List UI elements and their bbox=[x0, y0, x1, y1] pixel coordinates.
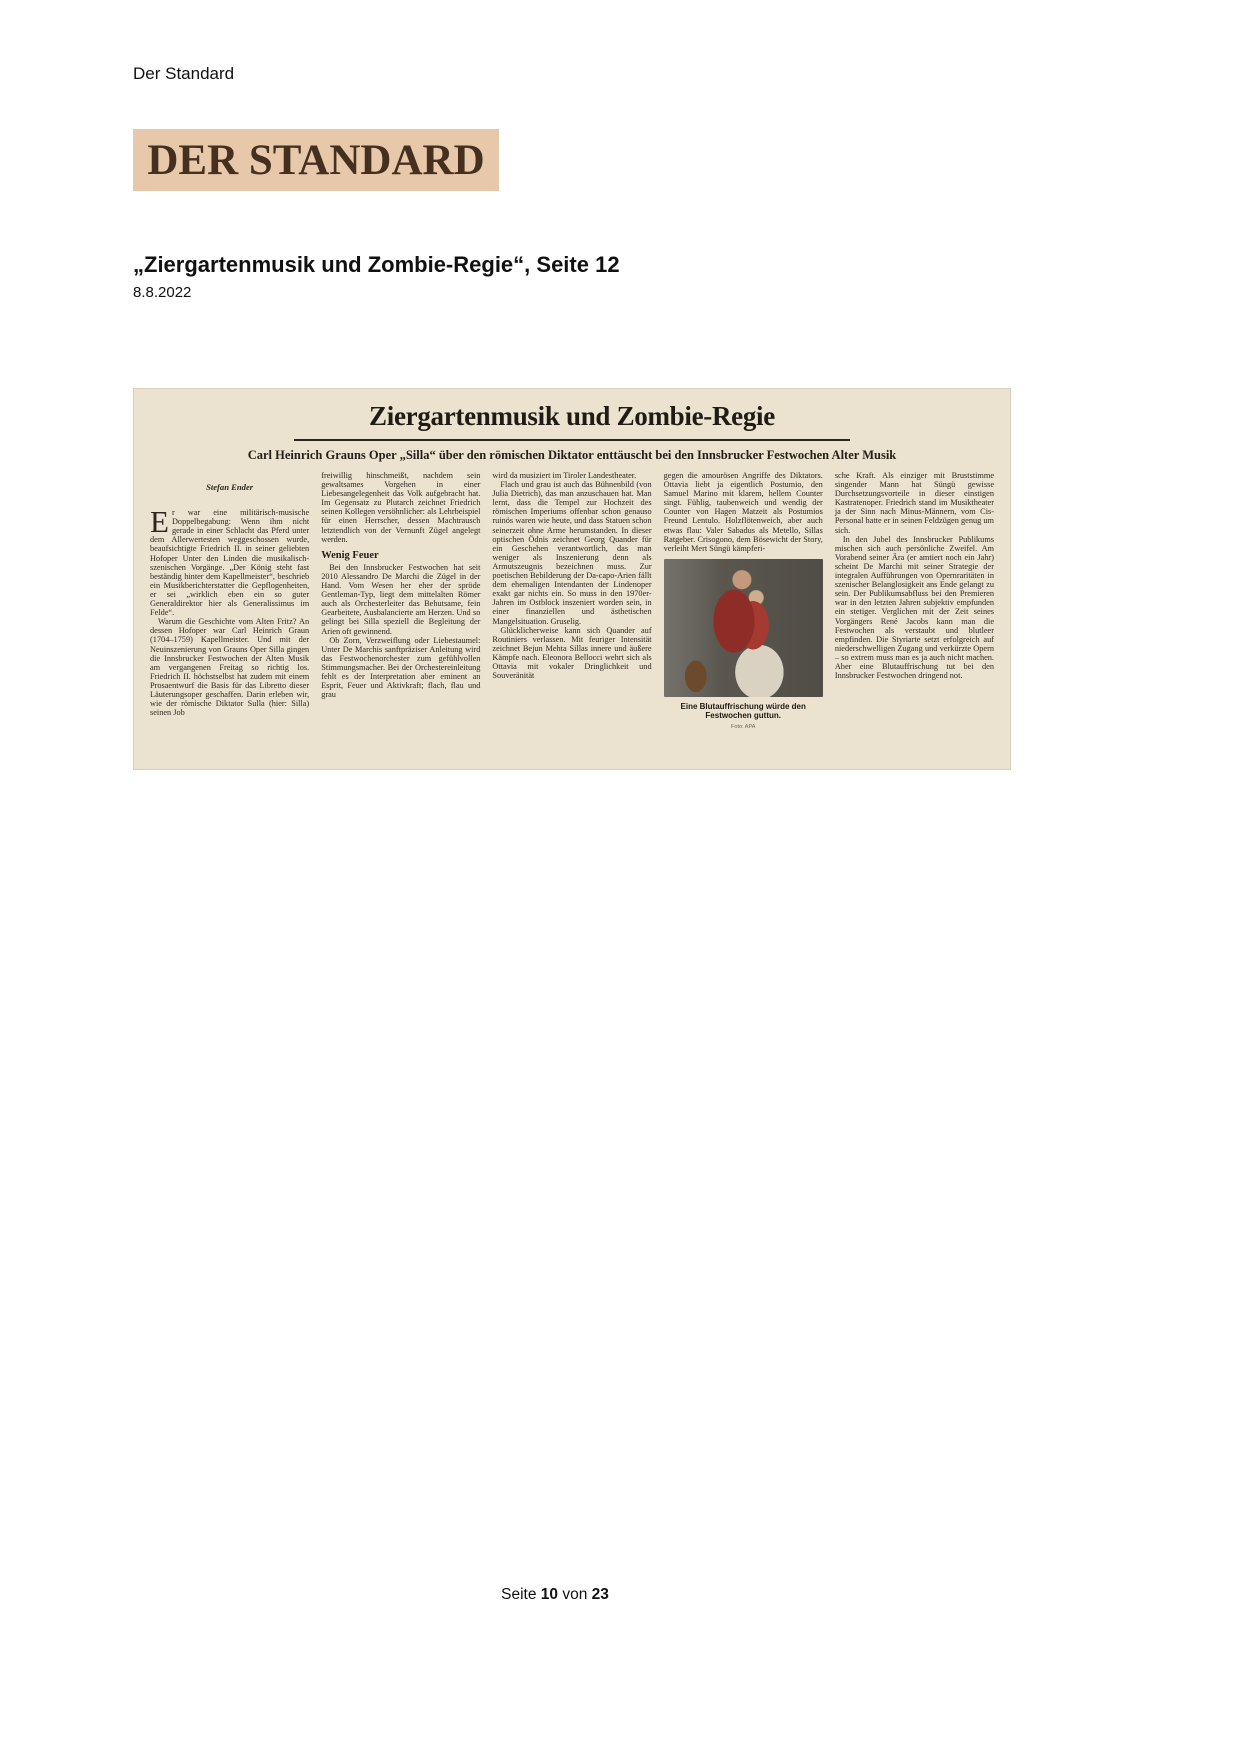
body-paragraph: Flach und grau ist auch das Bühnenbild (von Julia Dietrich), das man anzuschauen hat. Man lernt, dass die Tempel zur Hochzeit des römischen Imperiums offenbar schon genauso ruinös waren wie heute, und dass Statuen schon seinerzeit ohne Arme herumstanden. In dieser optischen Ödnis zeichnet Georg Quander für ein Geschehen verantwortlich, das man weniger als Inszenierung denn als Armutszeugnis bezeichnen muss. Zur poetischen Bebilderung der Da-capo-Arien fällt dem ehemaligen Intendanten der Lindenoper exakt gar nichts ein. So muss in den 1970er-Jahren im Ostblock inszeniert worden sein, in einer finanziellen und ästhetischen Mangelsituation. Gruselig. bbox=[492, 480, 652, 626]
body-paragraph: sche Kraft. Als einziger mit Bruststimme singender Mann hat Süngü gewisse Durchsetzungsvorteile in dieser einstigen Kastratenoper. Friedrich stand im Musiktheater ja der Sinn nach Minus-Männern, vom Cis-Personal hatte er in seinen Feldzügen genug um sich. bbox=[834, 471, 995, 535]
newspaper-clipping bbox=[133, 388, 1011, 770]
headline-rule bbox=[294, 439, 850, 441]
body-paragraph: wird da musiziert im Tiroler Landestheater. bbox=[492, 471, 637, 480]
photo-credit: Foto: APA bbox=[731, 723, 756, 730]
body-paragraph: freiwillig hinschmeißt, nachdem sein gewaltsames Vorgehen in einer Liebesangelegenheit das Volk aufgebracht hat. Im Gegensatz zu Plutarch zeichnet Friedrich seinen Kollegen versöhnlicher: als Lehrbeispiel für einen Herrscher, dessen Machtrausch letztendlich von der Vernunft Zügel angelegt werden. bbox=[321, 471, 481, 544]
page-footer bbox=[0, 1586, 1110, 1604]
clipping-headline: Ziergartenmusik und Zombie-Regie bbox=[369, 401, 775, 431]
article-column-3 bbox=[492, 471, 651, 769]
article-column-4 bbox=[664, 471, 823, 769]
article-columns bbox=[150, 471, 994, 769]
footer-current-page: 10 bbox=[540, 1586, 559, 1603]
photo-caption: Eine Blutauffrischung würde den Festwochen guttun. bbox=[680, 701, 806, 721]
author-byline: Stefan Ender bbox=[206, 482, 254, 492]
article-column-1 bbox=[150, 471, 309, 769]
drop-cap: E bbox=[150, 504, 169, 540]
body-paragraph: Ob Zorn, Verzweiflung oder Liebestaumel: Unter De Marchis sanftpräziser Anleitung wird das Festwochenorchester zum gefühlvollen Stimmungsmacher. Bei der Orchestereinleitung fehlt es der Interpretation aber eminent an Esprit, Feuer und Aktivkraft; flach, flau und grau bbox=[321, 635, 481, 700]
article-reference-title: „Ziergartenmusik und Zombie-Regie“, Seite 12 bbox=[133, 252, 620, 277]
footer-total-pages: 23 bbox=[591, 1586, 609, 1603]
article-column-2 bbox=[321, 471, 480, 769]
article-reference-date: 8.8.2022 bbox=[133, 284, 192, 301]
body-paragraph: Er war eine militärisch-musische Doppelbegabung: Wenn ihm nicht gerade in einer Schlacht das Pferd unter dem Allerwertesten weggeschossen wurde, beaufsichtigte Friedrich II. in seiner geliebten Hofoper Unter den Linden die musikalisch-szenischen Vorgänge. „Der König steht fast beständig hinter dem Kapellmeister“, beschrieb ein Musikberichterstatter die Gepflogenheiten, er sei „wirklich eben ein so guter Generaldirektor hier als Generalissimus im Felde“. bbox=[150, 504, 310, 618]
body-paragraph: gegen die amourösen Angriffe des Diktators. Ottavia liebt ja eigentlich Postumio, den Samuel Marino mit klarem, hellem Counter singt. Fühlig, taubenweich und wendig der Counter von Hagen Matzeit als Postumios Freund Lentulo. Holzflötenweich, aber auch etwas flau: Valer Sabadus als Metello, Sillas Ratgeber. Crisogono, dem Bösewicht der Story, verleiht Mert Süngü kämpferi- bbox=[663, 471, 823, 553]
footer-prefix: Seite bbox=[501, 1586, 537, 1603]
body-paragraph: Glücklicherweise kann sich Quander auf Routiniers verlassen. Mit feuriger Intensität zeichnet Bejun Mehta Sillas innere und äußere Kämpfe nach. Eleonora Bellocci wehrt sich als Ottavia mit vokaler Dringlichkeit und Souveränität bbox=[492, 625, 652, 681]
clipping-subtitle: Carl Heinrich Grauns Oper „Silla“ über den römischen Diktator enttäuscht bei den Innsbrucker Festwochen Alter Musik bbox=[247, 448, 897, 462]
body-paragraph: Warum die Geschichte vom Alten Fritz? An dessen Hofoper war Carl Heinrich Graun (1704–1759) Kapellmeister. Und mit der Neuinszenierung von Grauns Oper Silla gingen die Innsbrucker Festwochen der Alten Musik am vergangenen Freitag so richtig los. Friedrich II. höchstselbst hat zudem mit einem Prosaentwurf die Basis für das Libretto dieser Läuterungsoper geschaffen. Darin erleben wir, wie der römische Diktator Sulla (hier: Silla) seinen Job bbox=[150, 617, 310, 718]
section-subhead: Wenig Feuer bbox=[321, 549, 379, 561]
document-source-label: Der Standard bbox=[133, 64, 235, 83]
footer-separator: von bbox=[562, 1586, 588, 1603]
body-paragraph: In den Jubel des Innsbrucker Publikums mischen sich auch persönliche Zweifel. Am Vorabend seiner Ära (er amtiert noch ein Jahr) scheint De Marchi mit seiner Strategie der integralen Aufführungen von Opernraritäten in szenischer Belanglosigkeit ans Ende gelangt zu sein. Der Publikumsabfluss bei den Premieren war in den letzten Jahren subjektiv empfunden ein stetiger. Verglichen mit der Zeit seines Vorgängers René Jacobs kann man die Festwochen als verstaubt und blutleer empfinden. Die Styriarte setzt erfolgreich auf niederschwelligen Zugang und verkürzte Opern – so extrem muss man es ja auch nicht machen. Aber eine Blutauffrischung tut bei den Innsbrucker Festwochen dringend not. bbox=[834, 534, 995, 681]
article-column-5 bbox=[835, 471, 994, 769]
der-standard-logo: DER STANDARD bbox=[133, 129, 499, 191]
opera-scene-photo bbox=[664, 559, 823, 697]
body-paragraph: Bei den Innsbrucker Festwochen hat seit 2010 Alessandro De Marchi die Zügel in der Hand. Vom Wesen her eher der spröde Gentleman-Typ, liegt dem mittelalten Römer auch als Orchesterleiter das Behutsame, fein Gearbeitete, Ausbalancierte am Herzen. Und so gelingt bei Silla speziell die Begleitung der Arien oft gewinnend. bbox=[321, 562, 481, 636]
